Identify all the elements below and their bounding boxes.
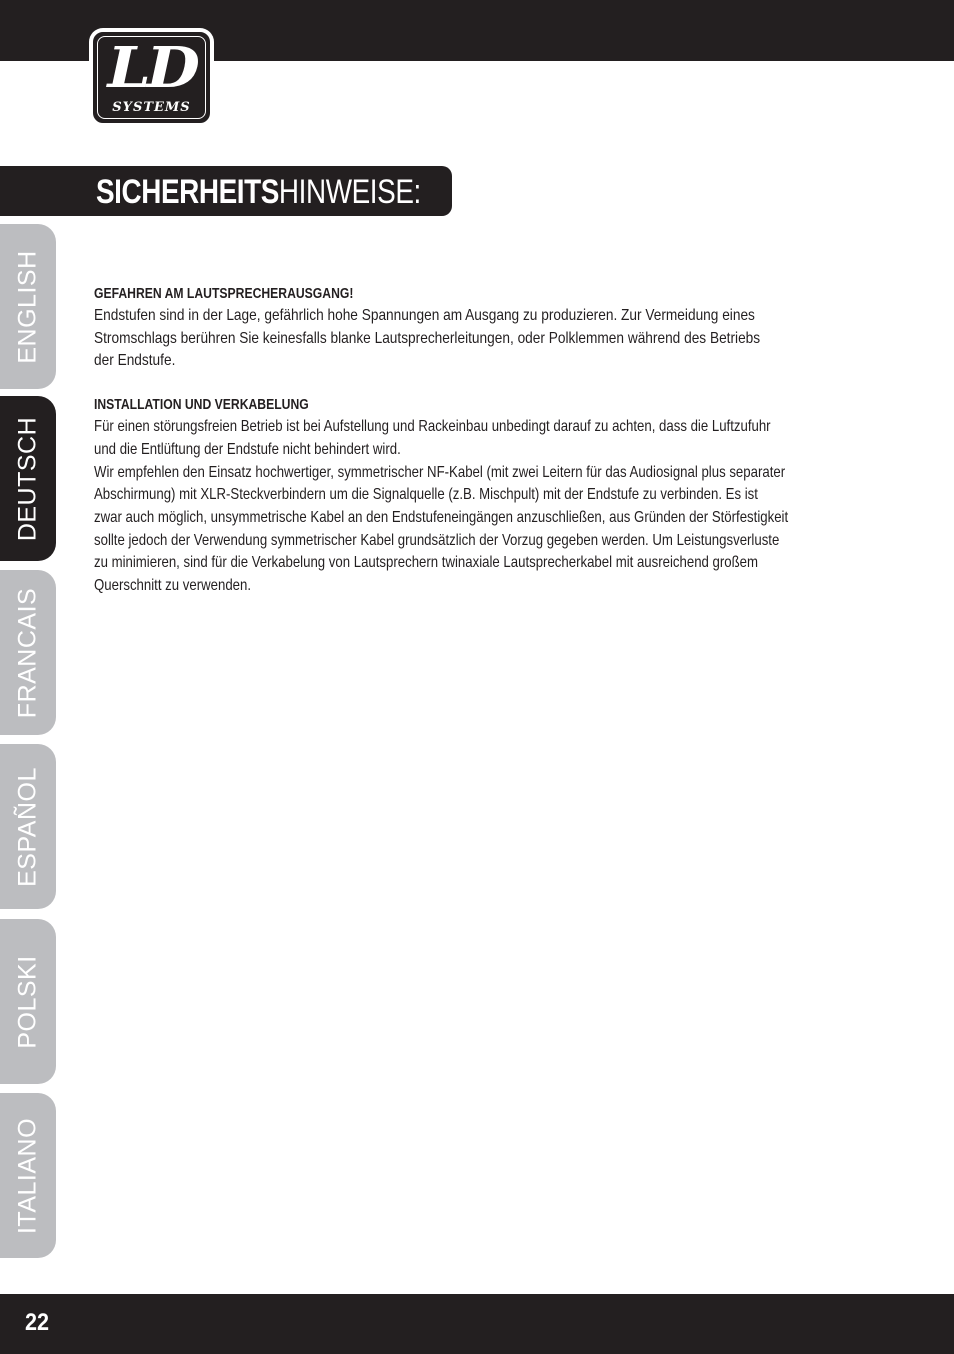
tab-espanol[interactable] bbox=[0, 744, 56, 909]
paragraph-line: Für einen störungsfreien Betrieb ist bei Aufstellung und Rackeinbau unbedingt darauf zu achten, dass die Luftzufuhr bbox=[94, 418, 771, 436]
tab-italiano-label: ITALIANO bbox=[13, 1117, 42, 1234]
paragraph-line: Endstufen sind in der Lage, gefährlich hohe Spannungen am Ausgang zu produzieren. Zur Vermeidung eines bbox=[94, 307, 755, 324]
paragraph-line: sollte jedoch der Verwendung symmetrischer Kabel grundsätzlich der Vorzug gegeben werden. Um Leistungsverluste bbox=[94, 531, 780, 549]
tab-deutsch[interactable] bbox=[0, 396, 56, 561]
page-title bbox=[96, 174, 421, 210]
page-number: 22 bbox=[25, 1309, 50, 1336]
paragraph-line: zu minimieren, sind für die Verkabelung von Lautsprechern twinaxiale Lautsprecherkabel mit ausreichend großem bbox=[94, 554, 759, 572]
tab-espanol-label: ESPAÑOL bbox=[13, 766, 42, 887]
section-spacer bbox=[94, 373, 864, 394]
page-title-bold: SICHERHEITS bbox=[96, 173, 279, 211]
tab-deutsch-label: DEUTSCH bbox=[13, 416, 42, 541]
tab-italiano[interactable] bbox=[0, 1093, 56, 1258]
section-heading-installation: INSTALLATION UND VERKABELUNG bbox=[94, 397, 309, 414]
section-heading-speaker-output: GEFAHREN AM LAUTSPRECHERAUSGANG! bbox=[94, 286, 354, 302]
ld-systems-logo bbox=[89, 28, 214, 127]
logo-sub-text: SYSTEMS bbox=[112, 100, 191, 115]
paragraph-line: Wir empfehlen den Einsatz hochwertiger, symmetrischer NF-Kabel (mit zwei Leitern für das Audiosignal plus separater bbox=[94, 463, 786, 481]
page-title-light: HINWEISE: bbox=[278, 173, 421, 211]
paragraph-line: Abschirmung) mit XLR-Steckverbindern um die Signalquelle (z.B. Mischpult) mit der Endstufe zu verbinden. Es ist bbox=[94, 486, 758, 504]
paragraph-line: Stromschlags berühren Sie keinesfalls blanke Lautsprecherleitungen, oder Polklemmen während des Betriebs bbox=[94, 329, 761, 347]
section-title-bar bbox=[0, 166, 452, 216]
paragraph-line: Querschnitt zu verwenden. bbox=[94, 577, 252, 595]
tab-english-label: ENGLISH bbox=[13, 249, 42, 364]
tab-english[interactable] bbox=[0, 224, 56, 389]
tab-francais[interactable] bbox=[0, 570, 56, 735]
paragraph-line: der Endstufe. bbox=[94, 352, 176, 370]
tab-polski-label: POLSKI bbox=[13, 954, 42, 1049]
tab-francais-label: FRANCAIS bbox=[13, 587, 42, 718]
logo-main-text: LD bbox=[107, 35, 196, 101]
paragraph-line: und die Entlüftung der Endstufe nicht behindert wird. bbox=[94, 440, 401, 458]
footer-bar bbox=[0, 1294, 954, 1354]
main-content bbox=[94, 283, 864, 598]
paragraph-line: zwar auch möglich, unsymmetrische Kabel an den Endstufeneingängen anzuschließen, aus Gründen der Störfestigkeit bbox=[94, 508, 789, 526]
tab-polski[interactable] bbox=[0, 919, 56, 1084]
logo-badge bbox=[93, 32, 210, 123]
